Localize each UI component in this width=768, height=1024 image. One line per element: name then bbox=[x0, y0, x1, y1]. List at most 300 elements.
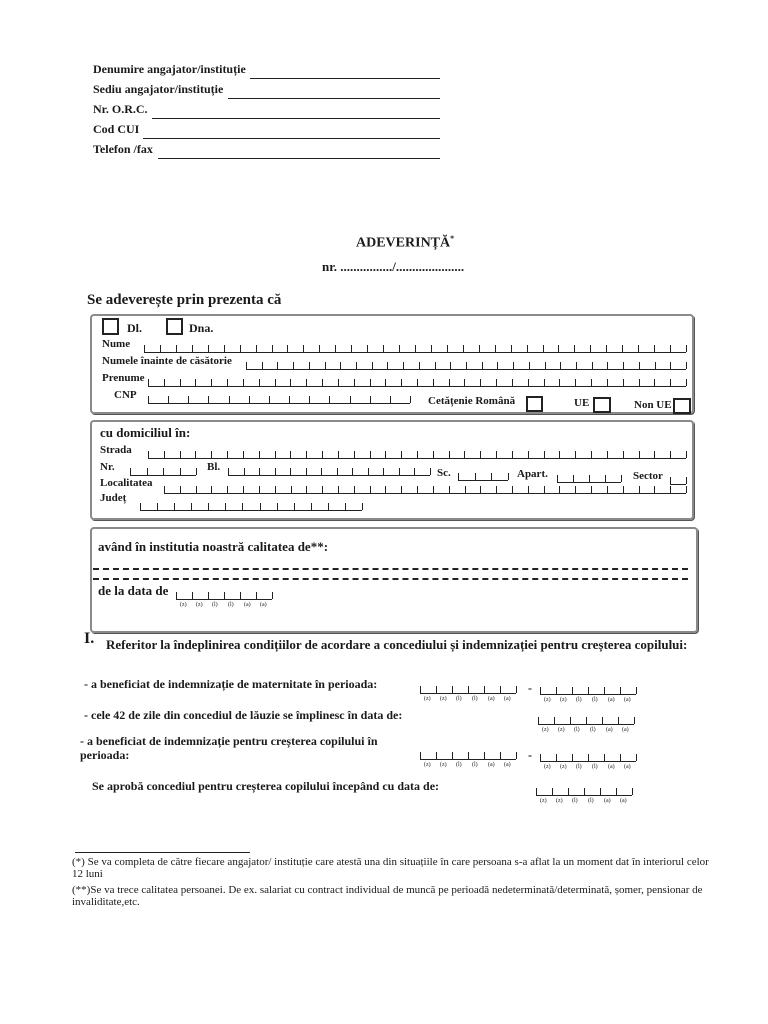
comb-tick bbox=[306, 486, 307, 493]
comb-tick bbox=[311, 503, 312, 510]
maternity-label: - a beneficiat de indemnizație de maternitate în perioada: bbox=[84, 677, 378, 691]
comb-tick bbox=[275, 379, 276, 386]
comb-tick bbox=[289, 396, 290, 403]
nume-field[interactable] bbox=[144, 346, 686, 353]
comb-tick bbox=[576, 362, 577, 369]
date-caption-letter: (a) bbox=[260, 602, 267, 608]
comb-tick bbox=[417, 379, 418, 386]
comb-tick bbox=[528, 379, 529, 386]
comb-tick bbox=[337, 468, 338, 475]
intro-text: Se adeverește prin prezenta că bbox=[87, 292, 282, 308]
date-caption-letter: (a) bbox=[244, 602, 251, 608]
comb-tick bbox=[480, 379, 481, 386]
comb-tick bbox=[686, 379, 687, 386]
childcare-end-date[interactable] bbox=[540, 755, 636, 770]
comb-tick bbox=[588, 687, 589, 694]
apart-field[interactable] bbox=[557, 476, 621, 483]
footnote-2: (**)Se va trece calitatea persoanei. De ex. salariat cu contract individual de muncă pe perioadă nedeterminată/determinată, șomer, pensionar de invaliditate,etc. bbox=[72, 884, 703, 908]
comb-tick bbox=[399, 345, 400, 352]
comb-tick bbox=[195, 379, 196, 386]
localitatea-field[interactable] bbox=[164, 487, 686, 494]
date-caption-letter: (z) bbox=[544, 697, 551, 703]
comb-tick bbox=[385, 451, 386, 458]
comb-tick bbox=[556, 754, 557, 761]
position-line-2 bbox=[93, 578, 688, 580]
comb-tick bbox=[655, 362, 656, 369]
comb-tick bbox=[370, 379, 371, 386]
title-text: ADEVERINȚĂ bbox=[356, 235, 451, 251]
comb-tick bbox=[480, 486, 481, 493]
citizenship-nonue-label: Non UE bbox=[634, 399, 672, 411]
sc-field[interactable] bbox=[458, 474, 508, 481]
comb-tick bbox=[605, 475, 606, 482]
comb-tick bbox=[356, 362, 357, 369]
comb-tick bbox=[433, 486, 434, 493]
comb-tick bbox=[670, 477, 671, 484]
comb-tick bbox=[367, 345, 368, 352]
comb-tick bbox=[410, 396, 411, 403]
comb-tick bbox=[430, 468, 431, 475]
comb-tick bbox=[482, 362, 483, 369]
comb-tick bbox=[340, 362, 341, 369]
dl-label: Dl. bbox=[127, 321, 142, 335]
title-footnote-mark: * bbox=[450, 234, 455, 243]
comb-tick bbox=[433, 379, 434, 386]
comb-tick bbox=[180, 486, 181, 493]
date-caption-letter: (z) bbox=[424, 762, 431, 768]
comb-tick bbox=[463, 345, 464, 352]
lauzie-date[interactable] bbox=[538, 718, 634, 733]
comb-tick bbox=[306, 451, 307, 458]
comb-tick bbox=[496, 451, 497, 458]
comb-tick bbox=[686, 345, 687, 352]
comb-tick bbox=[654, 345, 655, 352]
comb-tick bbox=[433, 451, 434, 458]
judet-field[interactable] bbox=[140, 504, 362, 511]
comb-tick bbox=[354, 486, 355, 493]
comb-tick bbox=[516, 752, 517, 759]
comb-tick bbox=[419, 362, 420, 369]
comb-tick bbox=[260, 503, 261, 510]
nr-label: Nr. bbox=[100, 461, 115, 473]
comb-tick bbox=[449, 451, 450, 458]
date-caption-letter: (l) bbox=[574, 727, 580, 733]
comb-tick bbox=[508, 473, 509, 480]
comb-tick bbox=[686, 362, 687, 369]
phone-label: Telefon /fax bbox=[93, 142, 153, 156]
approval-label: Se aprobă concediul pentru creșterea copilului începând cu data de: bbox=[92, 779, 440, 793]
comb-tick bbox=[436, 752, 437, 759]
comb-tick bbox=[208, 396, 209, 403]
comb-tick bbox=[338, 379, 339, 386]
comb-tick bbox=[623, 486, 624, 493]
date-caption-letter: (a) bbox=[504, 762, 511, 768]
comb-tick bbox=[287, 345, 288, 352]
comb-tick bbox=[574, 345, 575, 352]
comb-tick bbox=[224, 592, 225, 599]
comb-tick bbox=[306, 379, 307, 386]
comb-tick bbox=[686, 486, 687, 493]
comb-tick bbox=[607, 486, 608, 493]
date-caption-letter: (a) bbox=[624, 697, 631, 703]
comb-tick bbox=[670, 486, 671, 493]
comb-tick bbox=[480, 451, 481, 458]
comb-tick bbox=[208, 503, 209, 510]
comb-tick bbox=[259, 468, 260, 475]
comb-tick bbox=[401, 379, 402, 386]
address-heading: cu domiciliul în: bbox=[100, 425, 191, 440]
date-caption-letter: (z) bbox=[196, 602, 203, 608]
comb-tick bbox=[591, 451, 592, 458]
comb-tick bbox=[639, 379, 640, 386]
comb-tick bbox=[148, 451, 149, 458]
comb-tick bbox=[670, 451, 671, 458]
comb-tick bbox=[528, 486, 529, 493]
comb-tick bbox=[319, 345, 320, 352]
comb-tick bbox=[575, 486, 576, 493]
date-caption-letter: (z) bbox=[560, 697, 567, 703]
comb-tick bbox=[322, 379, 323, 386]
cnp-field[interactable] bbox=[148, 397, 410, 404]
comb-tick bbox=[586, 717, 587, 724]
date-caption-letter: (a) bbox=[608, 697, 615, 703]
comb-tick bbox=[290, 451, 291, 458]
comb-tick bbox=[309, 362, 310, 369]
employer-address-field[interactable] bbox=[228, 98, 440, 99]
date-caption-letter: (z) bbox=[556, 798, 563, 804]
comb-tick bbox=[686, 451, 687, 458]
comb-tick bbox=[243, 451, 244, 458]
date-caption-letter: (l) bbox=[590, 727, 596, 733]
comb-tick bbox=[130, 468, 131, 475]
comb-tick bbox=[560, 362, 561, 369]
comb-tick bbox=[417, 451, 418, 458]
comb-tick bbox=[670, 379, 671, 386]
date-caption-letter: (l) bbox=[588, 798, 594, 804]
comb-tick bbox=[623, 362, 624, 369]
comb-tick bbox=[309, 396, 310, 403]
comb-tick bbox=[554, 717, 555, 724]
employer-name-label: Denumire angajator/instituție bbox=[93, 62, 246, 76]
comb-tick bbox=[277, 362, 278, 369]
comb-tick bbox=[229, 396, 230, 403]
comb-tick bbox=[420, 752, 421, 759]
cui-label: Cod CUI bbox=[93, 122, 140, 136]
comb-tick bbox=[584, 788, 585, 795]
comb-tick bbox=[639, 486, 640, 493]
approval-date[interactable] bbox=[536, 789, 632, 804]
start-date-label: de la data de bbox=[98, 583, 169, 598]
comb-tick bbox=[495, 345, 496, 352]
comb-tick bbox=[464, 451, 465, 458]
comb-tick bbox=[403, 362, 404, 369]
comb-tick bbox=[638, 345, 639, 352]
comb-tick bbox=[500, 686, 501, 693]
comb-tick bbox=[191, 503, 192, 510]
comb-tick bbox=[636, 754, 637, 761]
date-caption-letter: (z) bbox=[540, 798, 547, 804]
comb-tick bbox=[458, 473, 459, 480]
date-caption-letter: (l) bbox=[456, 762, 462, 768]
comb-tick bbox=[452, 686, 453, 693]
comb-tick bbox=[163, 468, 164, 475]
comb-tick bbox=[147, 468, 148, 475]
comb-tick bbox=[246, 362, 247, 369]
comb-tick bbox=[544, 451, 545, 458]
comb-tick bbox=[536, 788, 537, 795]
comb-tick bbox=[559, 486, 560, 493]
date-caption-letter: (a) bbox=[488, 762, 495, 768]
comb-tick bbox=[500, 752, 501, 759]
comb-tick bbox=[225, 503, 226, 510]
comb-tick bbox=[414, 468, 415, 475]
comb-tick bbox=[196, 486, 197, 493]
comb-tick bbox=[607, 362, 608, 369]
citizenship-ro-label: Cetățenie Română bbox=[428, 395, 516, 407]
comb-tick bbox=[354, 451, 355, 458]
comb-tick bbox=[544, 379, 545, 386]
comb-tick bbox=[277, 503, 278, 510]
orc-label: Nr. O.R.C. bbox=[93, 102, 148, 116]
date-caption-letter: (a) bbox=[624, 764, 631, 770]
comb-tick bbox=[249, 396, 250, 403]
date-caption-letter: (a) bbox=[622, 727, 629, 733]
comb-tick bbox=[383, 468, 384, 475]
comb-tick bbox=[259, 451, 260, 458]
comb-tick bbox=[621, 475, 622, 482]
date-caption-letter: (l) bbox=[576, 697, 582, 703]
comb-tick bbox=[540, 687, 541, 694]
comb-tick bbox=[362, 503, 363, 510]
comb-tick bbox=[558, 345, 559, 352]
comb-tick bbox=[303, 345, 304, 352]
comb-tick bbox=[529, 362, 530, 369]
date-caption-letter: (l) bbox=[472, 762, 478, 768]
sector-field[interactable] bbox=[670, 478, 686, 485]
comb-tick bbox=[513, 362, 514, 369]
comb-tick bbox=[484, 752, 485, 759]
date-caption-letter: (l) bbox=[212, 602, 218, 608]
maternity-end-date[interactable] bbox=[540, 688, 636, 703]
childcare-dash: - bbox=[528, 748, 532, 762]
comb-tick bbox=[634, 717, 635, 724]
sc-label: Sc. bbox=[437, 467, 451, 479]
citizenship-nonue-checkbox[interactable] bbox=[673, 398, 691, 414]
comb-tick bbox=[157, 503, 158, 510]
prenume-field[interactable] bbox=[148, 380, 686, 387]
dna-label: Dna. bbox=[189, 321, 214, 335]
comb-tick bbox=[164, 379, 165, 386]
date-caption-letter: (l) bbox=[576, 764, 582, 770]
comb-tick bbox=[622, 345, 623, 352]
comb-tick bbox=[616, 788, 617, 795]
comb-tick bbox=[592, 362, 593, 369]
comb-tick bbox=[475, 473, 476, 480]
comb-tick bbox=[670, 362, 671, 369]
comb-tick bbox=[417, 486, 418, 493]
comb-tick bbox=[484, 686, 485, 693]
comb-tick bbox=[148, 396, 149, 403]
date-caption-letter: (a) bbox=[606, 727, 613, 733]
comb-tick bbox=[623, 379, 624, 386]
comb-tick bbox=[452, 752, 453, 759]
comb-tick bbox=[465, 486, 466, 493]
citizenship-ue-checkbox[interactable] bbox=[593, 397, 611, 413]
comb-tick bbox=[670, 345, 671, 352]
comb-tick bbox=[591, 486, 592, 493]
comb-tick bbox=[322, 451, 323, 458]
comb-tick bbox=[528, 451, 529, 458]
comb-tick bbox=[244, 468, 245, 475]
comb-tick bbox=[496, 379, 497, 386]
comb-tick bbox=[390, 396, 391, 403]
strada-field[interactable] bbox=[148, 452, 686, 459]
comb-tick bbox=[590, 345, 591, 352]
date-caption-letter: (a) bbox=[488, 696, 495, 702]
comb-tick bbox=[589, 475, 590, 482]
childcare-start-date[interactable] bbox=[420, 753, 516, 768]
comb-tick bbox=[600, 788, 601, 795]
comb-tick bbox=[545, 362, 546, 369]
comb-tick bbox=[654, 379, 655, 386]
date-caption-letter: (l) bbox=[456, 696, 462, 702]
comb-tick bbox=[180, 451, 181, 458]
comb-tick bbox=[160, 345, 161, 352]
dna-checkbox[interactable] bbox=[166, 318, 183, 335]
comb-tick bbox=[370, 396, 371, 403]
comb-tick bbox=[591, 379, 592, 386]
date-caption-letter: (l) bbox=[228, 602, 234, 608]
comb-tick bbox=[543, 345, 544, 352]
comb-tick bbox=[240, 345, 241, 352]
dl-checkbox[interactable] bbox=[102, 318, 119, 335]
comb-tick bbox=[293, 362, 294, 369]
comb-tick bbox=[435, 362, 436, 369]
date-caption-letter: (a) bbox=[504, 696, 511, 702]
childcare-label: - a beneficiat de indemnizație pentru creșterea copilului în perioada: bbox=[80, 734, 378, 762]
comb-tick bbox=[195, 451, 196, 458]
comb-tick bbox=[370, 486, 371, 493]
comb-tick bbox=[370, 451, 371, 458]
comb-tick bbox=[329, 396, 330, 403]
comb-tick bbox=[148, 379, 149, 386]
comb-tick bbox=[654, 451, 655, 458]
comb-tick bbox=[208, 592, 209, 599]
comb-tick bbox=[575, 379, 576, 386]
comb-tick bbox=[290, 468, 291, 475]
comb-tick bbox=[275, 468, 276, 475]
comb-tick bbox=[636, 687, 637, 694]
comb-tick bbox=[211, 379, 212, 386]
maiden-name-label: Numele înainte de căsătorie bbox=[102, 355, 232, 367]
comb-tick bbox=[639, 362, 640, 369]
comb-tick bbox=[491, 473, 492, 480]
comb-tick bbox=[588, 754, 589, 761]
comb-tick bbox=[176, 592, 177, 599]
sector-label: Sector bbox=[633, 470, 663, 482]
comb-tick bbox=[431, 345, 432, 352]
comb-tick bbox=[180, 468, 181, 475]
comb-tick bbox=[321, 468, 322, 475]
date-caption-letter: (l) bbox=[592, 697, 598, 703]
nume-label: Nume bbox=[102, 338, 131, 350]
comb-tick bbox=[322, 486, 323, 493]
comb-tick bbox=[259, 486, 260, 493]
maternity-start-date[interactable] bbox=[420, 687, 516, 702]
date-caption-letter: (z) bbox=[558, 727, 565, 733]
nr-field[interactable] bbox=[130, 469, 196, 476]
comb-tick bbox=[372, 362, 373, 369]
cui-field[interactable] bbox=[143, 138, 440, 139]
document-number: nr. ................/..................... bbox=[322, 259, 465, 274]
date-caption-letter: (z) bbox=[440, 696, 447, 702]
comb-tick bbox=[368, 468, 369, 475]
comb-tick bbox=[387, 362, 388, 369]
position-line[interactable] bbox=[93, 568, 688, 570]
start-date-field[interactable] bbox=[176, 593, 272, 608]
comb-tick bbox=[243, 486, 244, 493]
bl-field[interactable] bbox=[228, 469, 430, 476]
comb-tick bbox=[602, 717, 603, 724]
date-caption-letter: (a) bbox=[608, 764, 615, 770]
comb-tick bbox=[415, 345, 416, 352]
maiden-name-field[interactable] bbox=[246, 363, 686, 370]
comb-tick bbox=[497, 362, 498, 369]
comb-tick bbox=[686, 477, 687, 484]
comb-tick bbox=[291, 486, 292, 493]
comb-tick bbox=[385, 379, 386, 386]
comb-tick bbox=[557, 475, 558, 482]
bl-label: Bl. bbox=[207, 461, 221, 473]
comb-tick bbox=[450, 362, 451, 369]
comb-tick bbox=[512, 379, 513, 386]
date-caption-letter: (z) bbox=[544, 764, 551, 770]
citizenship-ro-checkbox[interactable] bbox=[526, 396, 543, 412]
comb-tick bbox=[211, 486, 212, 493]
date-caption-letter: (z) bbox=[542, 727, 549, 733]
date-caption-letter: (z) bbox=[560, 764, 567, 770]
employer-name-field[interactable] bbox=[250, 78, 440, 79]
comb-tick bbox=[338, 486, 339, 493]
comb-tick bbox=[242, 503, 243, 510]
comb-tick bbox=[269, 396, 270, 403]
orc-field[interactable] bbox=[152, 118, 440, 119]
phone-field[interactable] bbox=[158, 158, 440, 159]
cnp-label: CNP bbox=[114, 389, 137, 401]
comb-tick bbox=[259, 379, 260, 386]
position-heading: având în institutia noastră calitatea de**: bbox=[98, 539, 329, 554]
comb-tick bbox=[468, 686, 469, 693]
footnote-separator bbox=[75, 852, 250, 853]
comb-tick bbox=[275, 486, 276, 493]
date-caption-letter: (z) bbox=[180, 602, 187, 608]
comb-tick bbox=[211, 451, 212, 458]
comb-tick bbox=[176, 345, 177, 352]
comb-tick bbox=[568, 788, 569, 795]
date-caption-letter: (l) bbox=[472, 696, 478, 702]
comb-tick bbox=[262, 362, 263, 369]
date-caption-letter: (l) bbox=[572, 798, 578, 804]
comb-tick bbox=[606, 345, 607, 352]
comb-tick bbox=[290, 379, 291, 386]
comb-tick bbox=[464, 379, 465, 386]
comb-tick bbox=[192, 345, 193, 352]
employer-address-label: Sediu angajator/instituție bbox=[93, 82, 224, 96]
comb-tick bbox=[180, 379, 181, 386]
comb-tick bbox=[352, 468, 353, 475]
section-roman: I. bbox=[84, 630, 95, 647]
strada-label: Strada bbox=[100, 444, 132, 456]
